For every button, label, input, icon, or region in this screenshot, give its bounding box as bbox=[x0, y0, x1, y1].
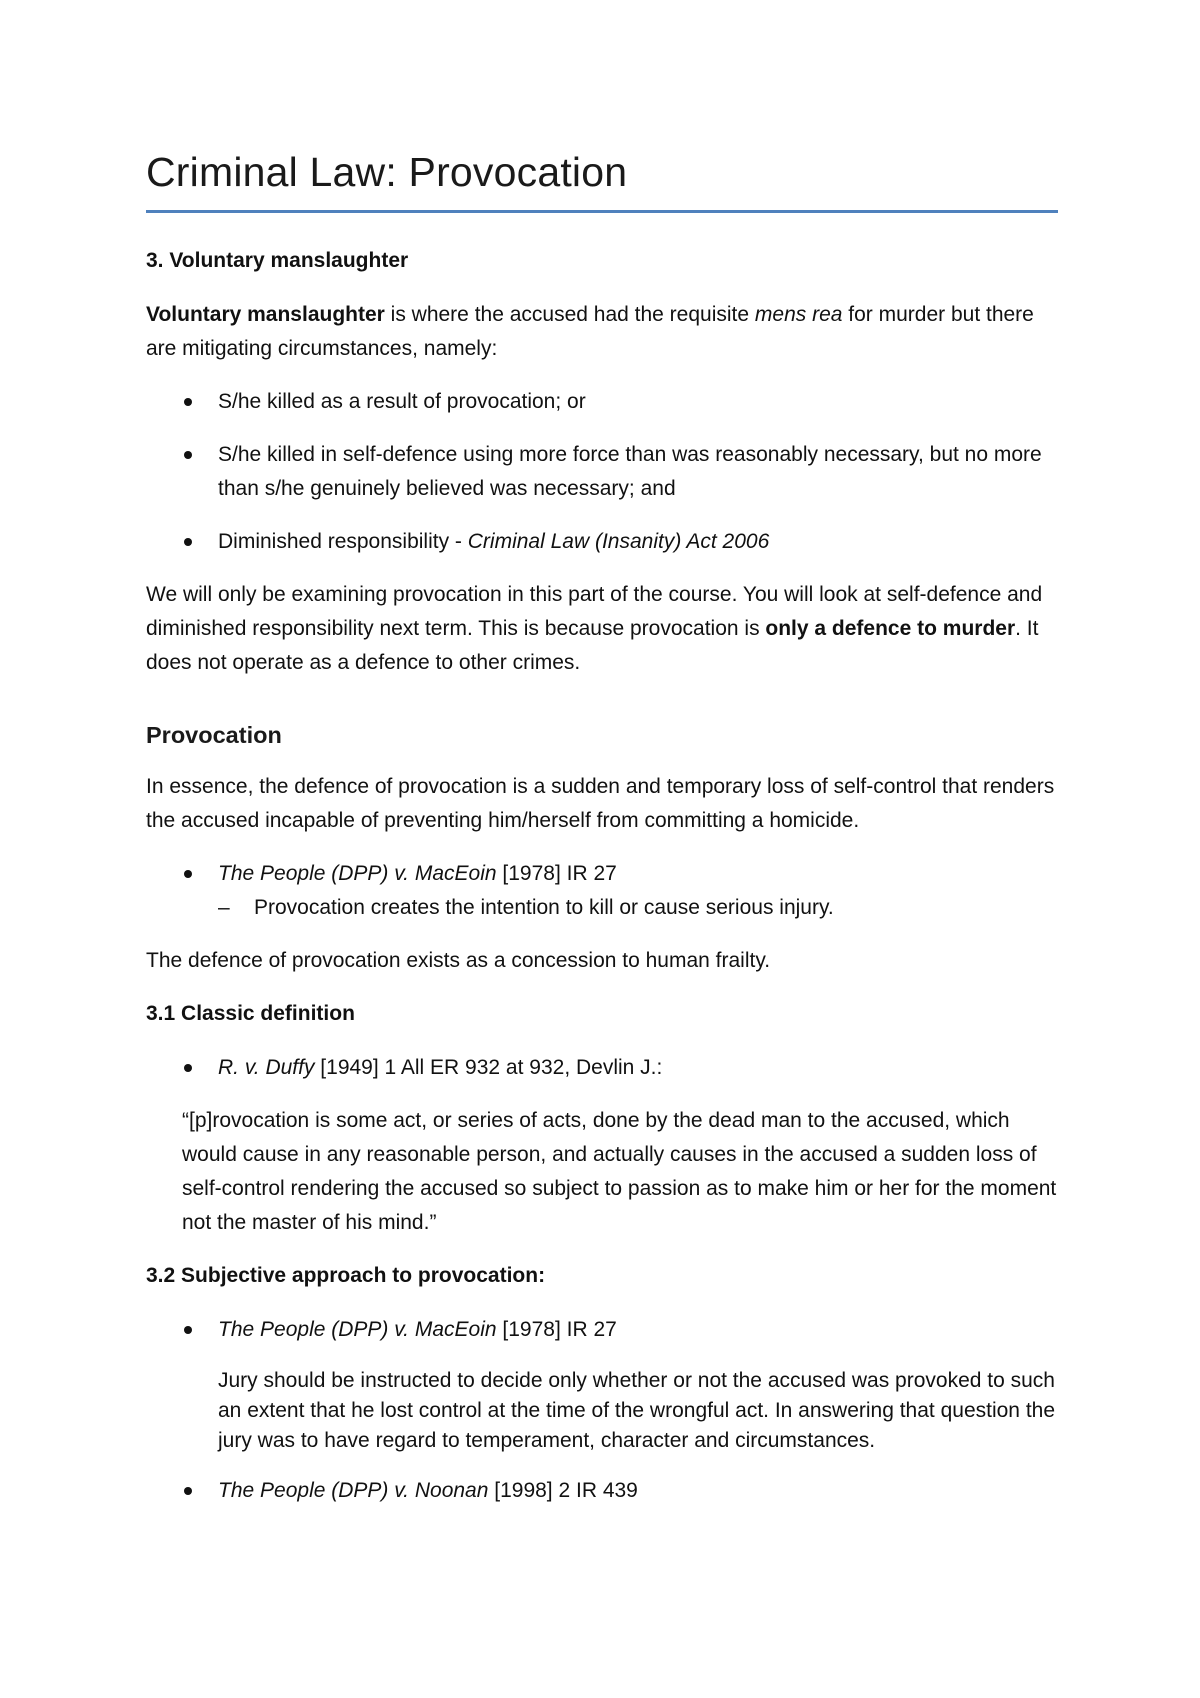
term-mens-rea: mens rea bbox=[754, 303, 843, 326]
definition-text-1: is where the accused had the requisite bbox=[384, 303, 755, 326]
term-voluntary-manslaughter: Voluntary manslaughter bbox=[146, 303, 385, 326]
document-page bbox=[146, 0, 1058, 1698]
case-citation: [1998] 2 IR 439 bbox=[488, 1479, 638, 1502]
dash-icon: – bbox=[218, 896, 230, 919]
course-scope-paragraph bbox=[146, 578, 1058, 680]
list-item-text: S/he killed as a result of provocation; or bbox=[218, 390, 586, 413]
case-citation: [1978] IR 27 bbox=[496, 862, 617, 885]
maceoin-explanation: Jury should be instructed to decide only whether or not the accused was provoked to such an extent that he lost control at the time of the wrongful act. In answering that question the jury was to have regard to temperament, character and circumstances. bbox=[218, 1369, 1056, 1452]
document-body bbox=[146, 244, 1058, 1527]
list-item bbox=[146, 1051, 1058, 1085]
noonan-case-list bbox=[146, 1474, 1058, 1508]
subjective-approach-list bbox=[146, 1313, 1058, 1347]
title-underline bbox=[146, 210, 1058, 213]
section-heading-subjective-approach: 3.2 Subjective approach to provocation: bbox=[146, 1264, 546, 1287]
list-item bbox=[146, 438, 1058, 506]
list-item-text: Diminished responsibility - bbox=[218, 530, 468, 553]
section-heading-voluntary-manslaughter: 3. Voluntary manslaughter bbox=[146, 249, 409, 272]
case-name: The People (DPP) v. Noonan bbox=[218, 1479, 489, 1502]
section-heading-classic-definition: 3.1 Classic definition bbox=[146, 1002, 355, 1025]
list-item bbox=[146, 385, 1058, 419]
bullet-icon bbox=[184, 870, 192, 878]
bullet-icon bbox=[184, 398, 192, 406]
list-item-text: S/he killed in self-defence using more force than was reasonably necessary, but no more than s/he genuinely believed was necessary; and bbox=[218, 443, 1042, 500]
list-item bbox=[146, 1313, 1058, 1347]
bullet-icon bbox=[184, 538, 192, 546]
sub-point-text: Provocation creates the intention to kill or cause serious injury. bbox=[254, 896, 834, 919]
definition-text-2: for murder but there are mitigating circumstances, namely: bbox=[146, 303, 1034, 360]
scope-text-1: We will only be examining provocation in this part of the course. You will look at self-defence and diminished responsibility next term. This is because provocation is bbox=[146, 583, 1043, 640]
statute-reference: Criminal Law (Insanity) Act 2006 bbox=[467, 530, 770, 553]
classic-definition-list bbox=[146, 1051, 1058, 1085]
section-heading-provocation: Provocation bbox=[146, 722, 282, 748]
provocation-essence-paragraph: In essence, the defence of provocation is a sudden and temporary loss of self-control that renders the accused incapable of preventing him/herself from committing a homicide. bbox=[146, 775, 1055, 832]
voluntary-manslaughter-definition bbox=[146, 298, 1058, 366]
list-item bbox=[146, 857, 1058, 925]
scope-text-2: . It does not operate as a defence to other crimes. bbox=[146, 617, 1039, 674]
bullet-icon bbox=[184, 1326, 192, 1334]
mitigating-circumstances-list bbox=[146, 385, 1058, 559]
duffy-quotation: “[p]rovocation is some act, or series of acts, done by the dead man to the accused, which would cause in any reasonable person, and actually causes in the accused a sudden loss of self-control rendering the accused so subject to passion as to make him or her for the moment not the master of his mind.” bbox=[182, 1109, 1057, 1234]
case-sub-point bbox=[218, 891, 1058, 925]
bullet-icon bbox=[184, 1064, 192, 1072]
case-name: R. v. Duffy bbox=[218, 1056, 315, 1079]
provocation-case-list bbox=[146, 857, 1058, 925]
scope-emphasis: only a defence to murder bbox=[765, 617, 1016, 640]
list-item bbox=[146, 525, 1058, 559]
case-name: The People (DPP) v. MacEoin bbox=[218, 1318, 497, 1341]
case-citation: [1949] 1 All ER 932 at 932, Devlin J.: bbox=[314, 1056, 663, 1079]
list-item bbox=[146, 1474, 1058, 1508]
bullet-icon bbox=[184, 1487, 192, 1495]
case-name: The People (DPP) v. MacEoin bbox=[218, 862, 497, 885]
page-title: Criminal Law: Provocation bbox=[146, 149, 628, 195]
bullet-icon bbox=[184, 451, 192, 459]
concession-paragraph: The defence of provocation exists as a concession to human frailty. bbox=[146, 949, 771, 972]
case-citation: [1978] IR 27 bbox=[496, 1318, 617, 1341]
